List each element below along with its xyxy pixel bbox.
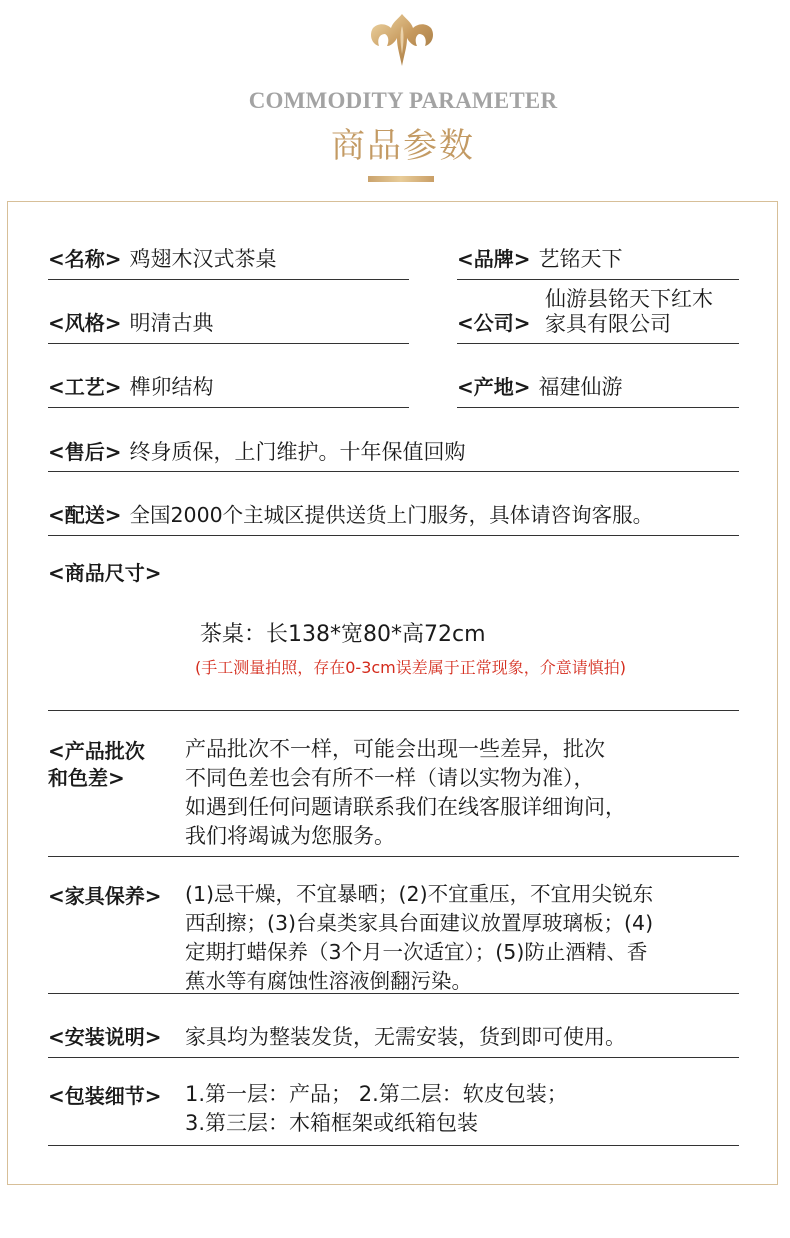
param-origin-value: 福建仙游: [538, 375, 623, 399]
divider: [457, 279, 739, 280]
param-origin-label: <产地>: [457, 375, 531, 399]
care-text: [185, 880, 653, 996]
batch-line: 不同色差也会有所不一样（请以实物为准），: [185, 766, 595, 790]
care-line: 蕉水等有腐蚀性溶液倒翻污染。: [185, 969, 472, 993]
install-label: <安装说明>: [48, 1025, 162, 1049]
param-brand-label: <品牌>: [457, 247, 531, 271]
chinese-title: 商品参数: [331, 126, 475, 166]
param-style-value: 明清古典: [129, 311, 214, 335]
batch-text: [185, 735, 626, 851]
param-craft-label: <工艺>: [48, 375, 122, 399]
param-style-label: <风格>: [48, 311, 122, 335]
size-value: 茶桌：长138*宽80*高72cm: [200, 622, 486, 647]
param-delivery-label: <配送>: [48, 503, 122, 527]
param-name-label: <名称>: [48, 247, 122, 271]
ornament-logo-icon: [367, 12, 437, 68]
batch-line: 如遇到任何问题请联系我们在线客服详细询问，: [185, 795, 626, 819]
batch-label-line-1: <产品批次: [48, 739, 145, 763]
install-value: 家具均为整装发货，无需安装，货到即可使用。: [185, 1025, 626, 1049]
divider: [48, 535, 739, 536]
param-delivery: [48, 502, 653, 528]
company-line-2: 家具有限公司: [545, 312, 671, 336]
divider: [457, 407, 739, 408]
divider: [48, 1057, 739, 1058]
packing-line: 3.第三层：木箱框架或纸箱包装: [185, 1111, 479, 1135]
title-underline: [368, 176, 434, 182]
divider: [48, 993, 739, 994]
divider: [48, 471, 739, 472]
param-brand-value: 艺铭天下: [538, 247, 623, 271]
param-name-value: 鸡翅木汉式茶桌: [129, 247, 277, 271]
param-company-label: <公司>: [457, 311, 531, 335]
care-line: (1)忌干燥，不宜暴晒；(2)不宜重压，不宜用尖锐东: [185, 882, 654, 906]
param-origin: [457, 374, 623, 400]
param-craft: [48, 374, 214, 400]
batch-label: [48, 738, 145, 792]
param-company-value: [545, 287, 713, 337]
param-name: [48, 246, 277, 272]
divider: [457, 343, 739, 344]
divider: [48, 279, 409, 280]
packing-line: 1.第一层：产品； 2.第二层：软皮包装；: [185, 1082, 568, 1106]
divider: [48, 710, 739, 711]
packing-label: <包装细节>: [48, 1084, 162, 1108]
english-title: COMMODITY PARAMETER: [248, 88, 558, 113]
param-company: [457, 310, 531, 336]
size-note: (手工测量拍照，存在0-3cm误差属于正常现象，介意请慎拍): [195, 658, 627, 677]
batch-line: 产品批次不一样，可能会出现一些差异，批次: [185, 737, 605, 761]
packing-text: [185, 1080, 568, 1138]
divider: [48, 343, 409, 344]
param-style: [48, 310, 214, 336]
divider: [48, 1145, 739, 1146]
care-line: 西刮擦；(3)台桌类家具台面建议放置厚玻璃板；(4): [185, 911, 654, 935]
param-after-sales: [48, 439, 466, 465]
divider: [48, 856, 739, 857]
batch-line: 我们将竭诚为您服务。: [185, 824, 395, 848]
param-after-sales-value: 终身质保，上门维护。十年保值回购: [129, 440, 466, 464]
batch-label-line-2: 和色差>: [48, 766, 125, 790]
param-delivery-value: 全国2000个主城区提供送货上门服务，具体请咨询客服。: [129, 503, 654, 527]
param-brand: [457, 246, 623, 272]
param-after-sales-label: <售后>: [48, 440, 122, 464]
install: [48, 1024, 162, 1050]
company-line-1: 仙游县铭天下红木: [545, 287, 713, 311]
care-line: 定期打蜡保养（3个月一次适宜）；(5)防止酒精、香: [185, 940, 648, 964]
divider: [48, 407, 409, 408]
param-craft-value: 榫卯结构: [129, 375, 214, 399]
size-label: <商品尺寸>: [48, 561, 162, 585]
care-label: <家具保养>: [48, 884, 162, 908]
